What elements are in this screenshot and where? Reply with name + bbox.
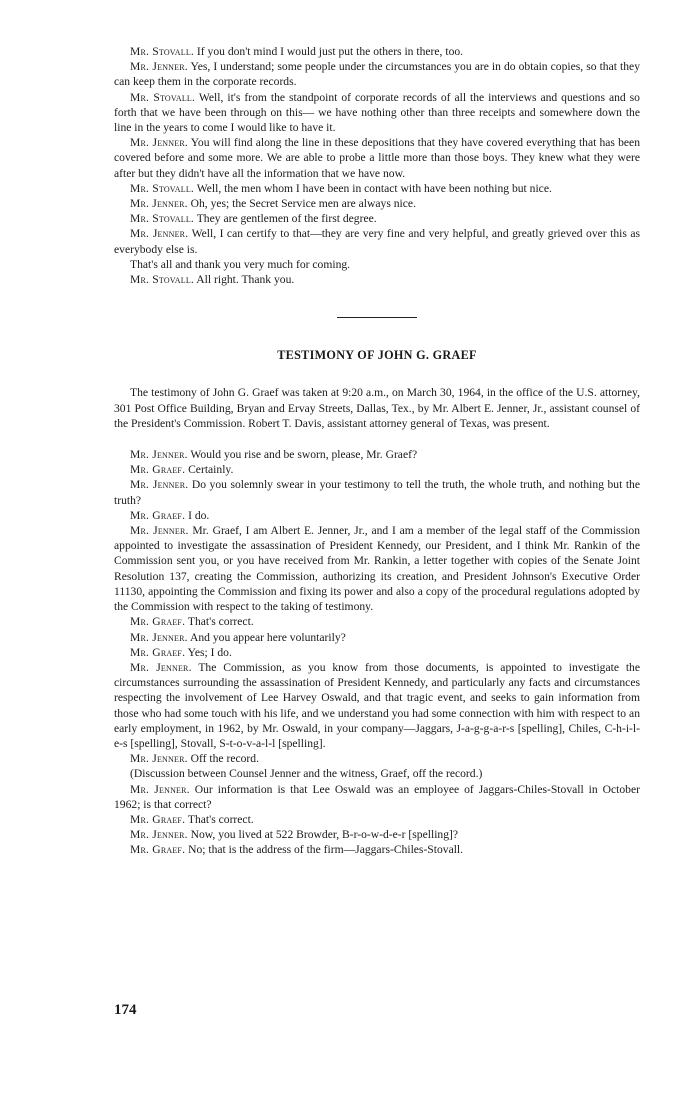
speaker-name: Mr. Jenner. [130, 60, 188, 74]
dialogue-paragraph [114, 135, 640, 181]
dialogue-paragraph [114, 477, 640, 507]
speaker-name: Mr. Graef. [130, 843, 186, 857]
speaker-name: Mr. Jenner. [130, 524, 189, 538]
speaker-name: Mr. Graef. [130, 812, 186, 826]
speech-text: Yes, I understand; some people under the circumstances you are in do obtain copies, so that they can keep them in the corporate records. [114, 60, 640, 89]
speaker-name: Mr. Stovall. [130, 45, 195, 58]
speech-text: The Commission, as you know from those documents, is appointed to investigate the circumstances surrounding the assassination of President Kennedy, and particularly any facts and circumstances respecting the involvement of Lee Harvey Oswald, and that tragic event, and seeks to gain information from those who had some touch with his life, and we understand you had some connection with him with respect to an early employment, in 1962, by Mr. Oswald, in your company—Jaggars, J-a-g-g-a-r-s [spelling], Chiles, C-h-i-l-e-s [spelling], Stovall, S-t-o-v-a-l-l [spelling]. [114, 660, 640, 750]
speech-text: If you don't mind I would just put the others in there, too. [196, 45, 464, 58]
speech-text: Our information is that Lee Oswald was an employee of Jaggars-Chiles-Stovall in October 1962; is that correct? [114, 782, 640, 811]
speech-text: (Discussion between Counsel Jenner and the witness, Graef, off the record.) [130, 767, 483, 781]
speech-text: Yes; I do. [187, 645, 232, 659]
dialogue-paragraph [114, 257, 640, 272]
speaker-name: Mr. Graef. [130, 463, 186, 477]
dialogue-paragraph [114, 226, 640, 256]
speaker-name: Mr. Jenner. [130, 660, 192, 674]
dialogue-paragraph [114, 523, 640, 614]
speaker-name: Mr. Stovall. [130, 90, 196, 104]
dialogue-paragraph [114, 196, 640, 211]
speech-text: Off the record. [190, 752, 259, 766]
speaker-name: Mr. Jenner. [130, 448, 188, 462]
dialogue-paragraph [114, 614, 640, 629]
speaker-name: Mr. Jenner. [130, 478, 189, 492]
dialogue-paragraph [114, 782, 640, 812]
dialogue-paragraph [114, 508, 640, 523]
dialogue-paragraph [114, 842, 640, 857]
dialogue-paragraph [114, 211, 640, 226]
dialogue-paragraph [114, 630, 640, 645]
speaker-name: Mr. Jenner. [130, 752, 188, 766]
speaker-name: Mr. Jenner. [130, 828, 188, 842]
testimony-graef [114, 447, 640, 857]
speech-text: That's correct. [187, 615, 254, 629]
dialogue-paragraph [114, 645, 640, 660]
speaker-name: Mr. Graef. [130, 615, 186, 629]
dialogue-paragraph [114, 181, 640, 196]
page-number: 174 [114, 1002, 137, 1018]
dialogue-paragraph [114, 90, 640, 136]
speaker-name: Mr. Graef. [130, 508, 186, 522]
dialogue-paragraph [114, 827, 640, 842]
speech-text: Mr. Graef, I am Albert E. Jenner, Jr., and I am a member of the legal staff of the Commission appointed to investigate the assassination of President Kennedy, our President, and I think Mr. Rankin of the Commission sent you, or you have received from Mr. Rankin, a letter together with copies of the Senate Joint Resolution 137, creating the Commission, authorizing its creation, and President Johnson's Executive Order 11130, appointing the Commission and fixing its power and also a copy of the procedural regulations adopted by the Commission with respect to the taking of testimony. [114, 524, 641, 614]
dialogue-paragraph [114, 660, 640, 751]
dialogue-paragraph [114, 766, 640, 781]
dialogue-paragraph [114, 751, 640, 766]
speaker-name: Mr. Stovall. [130, 273, 195, 287]
testimony-stovall-end [114, 44, 640, 287]
speech-text: You will find along the line in these depositions that they have covered everything that has been covered before and some more. We are able to probe a little more than those boys. They knew what they were after but they didn't have all the information that we have now. [114, 136, 640, 180]
speech-text: Certainly. [188, 463, 234, 477]
speech-text: I do. [188, 508, 210, 522]
speech-text: All right. Thank you. [196, 273, 295, 287]
dialogue-paragraph [114, 812, 640, 827]
speaker-name: Mr. Jenner. [130, 197, 188, 211]
speech-text: And you appear here voluntarily? [189, 630, 346, 644]
speaker-name: Mr. Jenner. [130, 227, 189, 241]
speech-text: Do you solemnly swear in your testimony to tell the truth, the whole truth, and nothing but the truth? [114, 478, 641, 507]
speaker-name: Mr. Stovall. [130, 181, 195, 195]
document-page [114, 44, 640, 858]
speech-text: Now, you lived at 522 Browder, B-r-o-w-d-e-r [spelling]? [190, 828, 459, 842]
dialogue-paragraph [114, 462, 640, 477]
section-heading: TESTIMONY OF JOHN G. GRAEF [277, 348, 477, 363]
speaker-name: Mr. Jenner. [130, 136, 188, 150]
speech-text: Oh, yes; the Secret Service men are always nice. [190, 197, 416, 211]
speech-text: That's all and thank you very much for coming. [130, 257, 351, 271]
speaker-name: Mr. Jenner. [130, 630, 188, 644]
dialogue-paragraph [114, 447, 640, 462]
speech-text: Would you rise and be sworn, please, Mr. Graef? [190, 448, 418, 462]
section-divider [337, 317, 417, 318]
dialogue-paragraph [114, 59, 640, 89]
testimony-intro: The testimony of John G. Graef was taken at 9:20 a.m., on March 30, 1964, in the office of the U.S. attorney, 301 Post Office Building, Bryan and Ervay Streets, Dallas, Tex., by Mr. Albert E. Jenner, Jr., assistant counsel of the President's Commission. Robert T. Davis, assistant attorney general of Texas, was present. [114, 386, 640, 430]
speech-text: They are gentlemen of the first degree. [196, 212, 377, 226]
speech-text: Well, the men whom I have been in contact with have been nothing but nice. [196, 181, 552, 195]
dialogue-paragraph [114, 44, 640, 59]
dialogue-paragraph [114, 272, 640, 287]
speaker-name: Mr. Stovall. [130, 212, 195, 226]
speech-text: Well, it's from the standpoint of corporate records of all the interviews and questions and so forth that we have been through on this— we have nothing other than three receipts and somewhere down the line in the years to come I would like to have it. [114, 90, 640, 135]
speech-text: Well, I can certify to that—they are very fine and very helpful, and greatly grieved over this as everybody else is. [114, 227, 640, 256]
speaker-name: Mr. Graef. [130, 645, 186, 659]
speech-text: No; that is the address of the firm—Jaggars-Chiles-Stovall. [188, 843, 464, 857]
speaker-name: Mr. Jenner. [130, 782, 190, 796]
speech-text: That's correct. [187, 812, 254, 826]
